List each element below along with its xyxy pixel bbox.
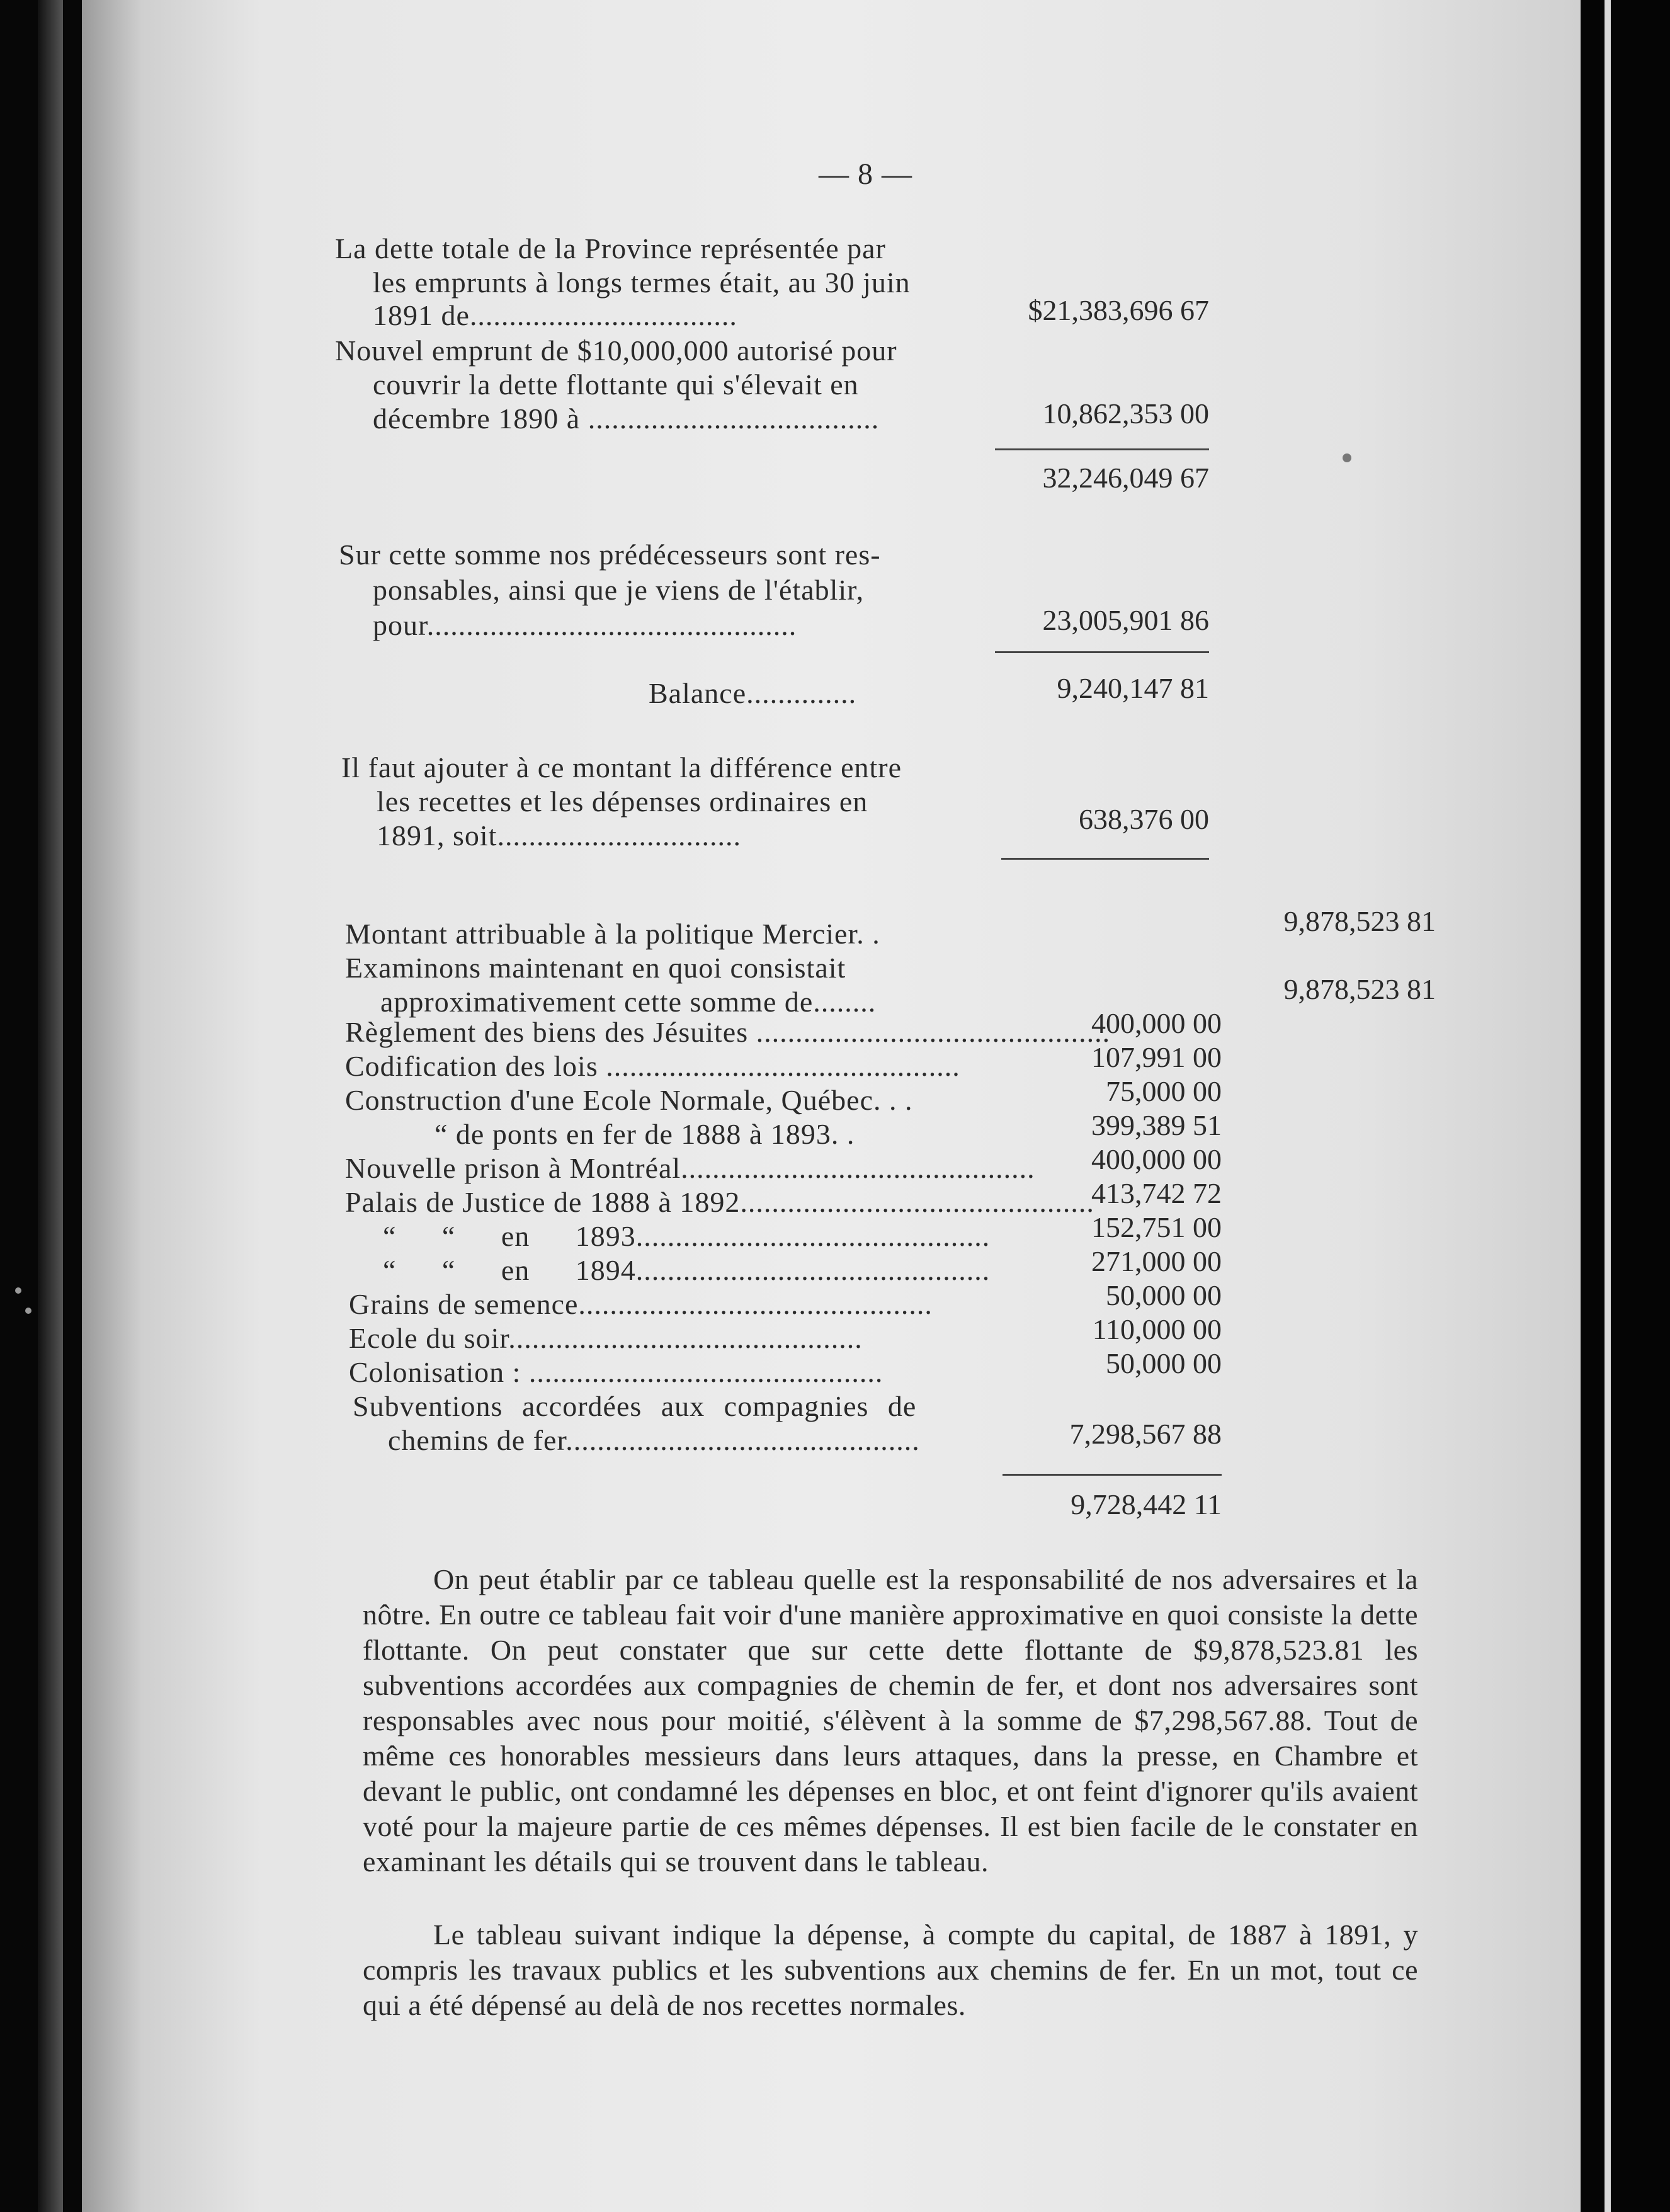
montant-label: Montant attribuable à la politique Mercier. . [345, 918, 880, 950]
block1-amount1: $21,383,696 67 [1028, 294, 1209, 326]
scan-left-edge [38, 0, 63, 2212]
list-item-amount: 413,742 72 [1091, 1177, 1222, 1209]
block1-line6-label: décembre 1890 à ..................................... [373, 402, 880, 435]
block4-total: 9,728,442 11 [1071, 1488, 1222, 1520]
list-item-amount: 107,991 00 [1091, 1041, 1222, 1073]
block3-line1: Il faut ajouter à ce montant la différence entre [341, 751, 902, 784]
list-item: “ “ en 1894............................................. [383, 1254, 991, 1286]
list-item-amount: 152,751 00 [1091, 1211, 1222, 1243]
list-item: Nouvelle prison à Montréal............................................. [345, 1152, 1035, 1184]
list-item: “ “ en 1893............................................. [383, 1220, 991, 1252]
list-item: Ecole du soir............................................. [349, 1322, 863, 1354]
block1-line4: Nouvel emprunt de $10,000,000 autorisé pour [335, 334, 897, 367]
block1-line3-label: 1891 de.................................. [373, 299, 737, 331]
subventions-line2-row: chemins de fer............................................. [388, 1424, 920, 1456]
block1-line2: les emprunts à longs termes était, au 30 juin [373, 266, 911, 299]
block1-line6: décembre 1890 à [373, 402, 581, 435]
block3-line3: 1891, soit [377, 819, 497, 852]
list-item: Colonisation : ............................................. [349, 1356, 883, 1388]
subventions-amount: 7,298,567 88 [1069, 1418, 1222, 1450]
balance-amount: 9,240,147 81 [1057, 672, 1209, 704]
block3-amount: 638,376 00 [1079, 803, 1209, 835]
block3-line3-label: 1891, soit............................... [377, 819, 741, 852]
list-item-amount: 110,000 00 [1092, 1313, 1222, 1345]
list-item-amount: 75,000 00 [1106, 1075, 1222, 1107]
scan-right-line [1605, 0, 1611, 2212]
block1-total: 32,246,049 67 [1042, 462, 1209, 494]
block1-line3: 1891 de [373, 299, 470, 331]
scan-right-edge [1581, 0, 1670, 2212]
list-item-amount: 271,000 00 [1091, 1245, 1222, 1277]
block2-line2: ponsables, ainsi que je viens de l'établir, [373, 574, 865, 606]
list-item-amount: 399,389 51 [1091, 1109, 1222, 1141]
examinons-line2: approximativement cette somme de........ [380, 986, 877, 1018]
list-item: Grains de semence............................................. [349, 1288, 933, 1320]
scan-speck [15, 1287, 21, 1294]
list-item: Palais de Justice de 1888 à 1892............................................. [345, 1186, 1094, 1218]
block2-balance-label-row: Balance.............. [649, 677, 857, 709]
list-item: Construction d'une Ecole Normale, Québec. . . [345, 1084, 913, 1116]
block1-line5: couvrir la dette flottante qui s'élevait en [373, 368, 859, 401]
block1-amount2: 10,862,353 00 [1042, 397, 1209, 430]
list-item: Codification des lois ............................................. [345, 1050, 960, 1082]
block4-rule [1003, 1474, 1222, 1476]
block2-line3-label: pour............................................... [373, 609, 797, 641]
block2-line3: pour [373, 609, 427, 641]
page-number: — 8 — [819, 157, 912, 191]
balance-label: Balance [649, 677, 747, 709]
ink-speck [1343, 453, 1351, 462]
block2-amount: 23,005,901 86 [1042, 604, 1209, 636]
paragraph-1: On peut établir par ce tableau quelle est la responsabilité de nos adversaires et la nôtre. En outre ce tableau fait voir d'une manière approximative en quoi consiste la dette flottante. On peut constater que sur cette dette flottante de $9,878,523.81 les subventions accordées aux compagnies de chemin de fer, et dont nos adversaires sont responsables avec nous pour moitié, s'élèvent à la somme de $7,298,567.88. Tout de même ces honorables messieurs dans leurs attaques, dans la presse, en Chambre et devant le public, ont condamné les dépenses en bloc, et ont feint d'ignorer qu'ils avaient voté pour la majeure partie de ces mêmes dépenses. Il est bien facile de le constater en examinant les détails qui se trouvent dans le tableau. [363, 1563, 1418, 1878]
block2-line1: Sur cette somme nos prédécesseurs sont res- [339, 539, 881, 571]
list-item-amount: 400,000 00 [1091, 1143, 1222, 1175]
block3-line2: les recettes et les dépenses ordinaires en [377, 785, 868, 818]
montant-amount: 9,878,523 81 [1283, 905, 1436, 937]
list-item-amount: 50,000 00 [1106, 1347, 1222, 1379]
subventions-line2: chemins de fer [388, 1424, 566, 1456]
block1-rule [995, 448, 1209, 450]
paragraph-2: Le tableau suivant indique la dépense, à compte du capital, de 1887 à 1891, y compris les travaux publics et les subventions aux chemins de fer. En un mot, tout ce qui a été dépensé au delà de nos recettes normales. [363, 1918, 1418, 2021]
list-item: “ de ponts en fer de 1888 à 1893. . [435, 1118, 855, 1150]
list-item-amount: 50,000 00 [1106, 1279, 1222, 1311]
block2-rule [995, 651, 1209, 653]
list-item: Règlement des biens des Jésuites ............................................. [345, 1016, 1111, 1048]
list-item-amount: 400,000 00 [1091, 1007, 1222, 1039]
examinons-line1: Examinons maintenant en quoi consistait [345, 952, 846, 984]
examinons-amount: 9,878,523 81 [1283, 973, 1436, 1005]
scan-speck [25, 1308, 31, 1314]
subventions-line1: Subventions accordées aux compagnies de [353, 1390, 917, 1422]
block3-rule [1001, 858, 1209, 860]
block1-line1: La dette totale de la Province représentée par [335, 232, 886, 265]
